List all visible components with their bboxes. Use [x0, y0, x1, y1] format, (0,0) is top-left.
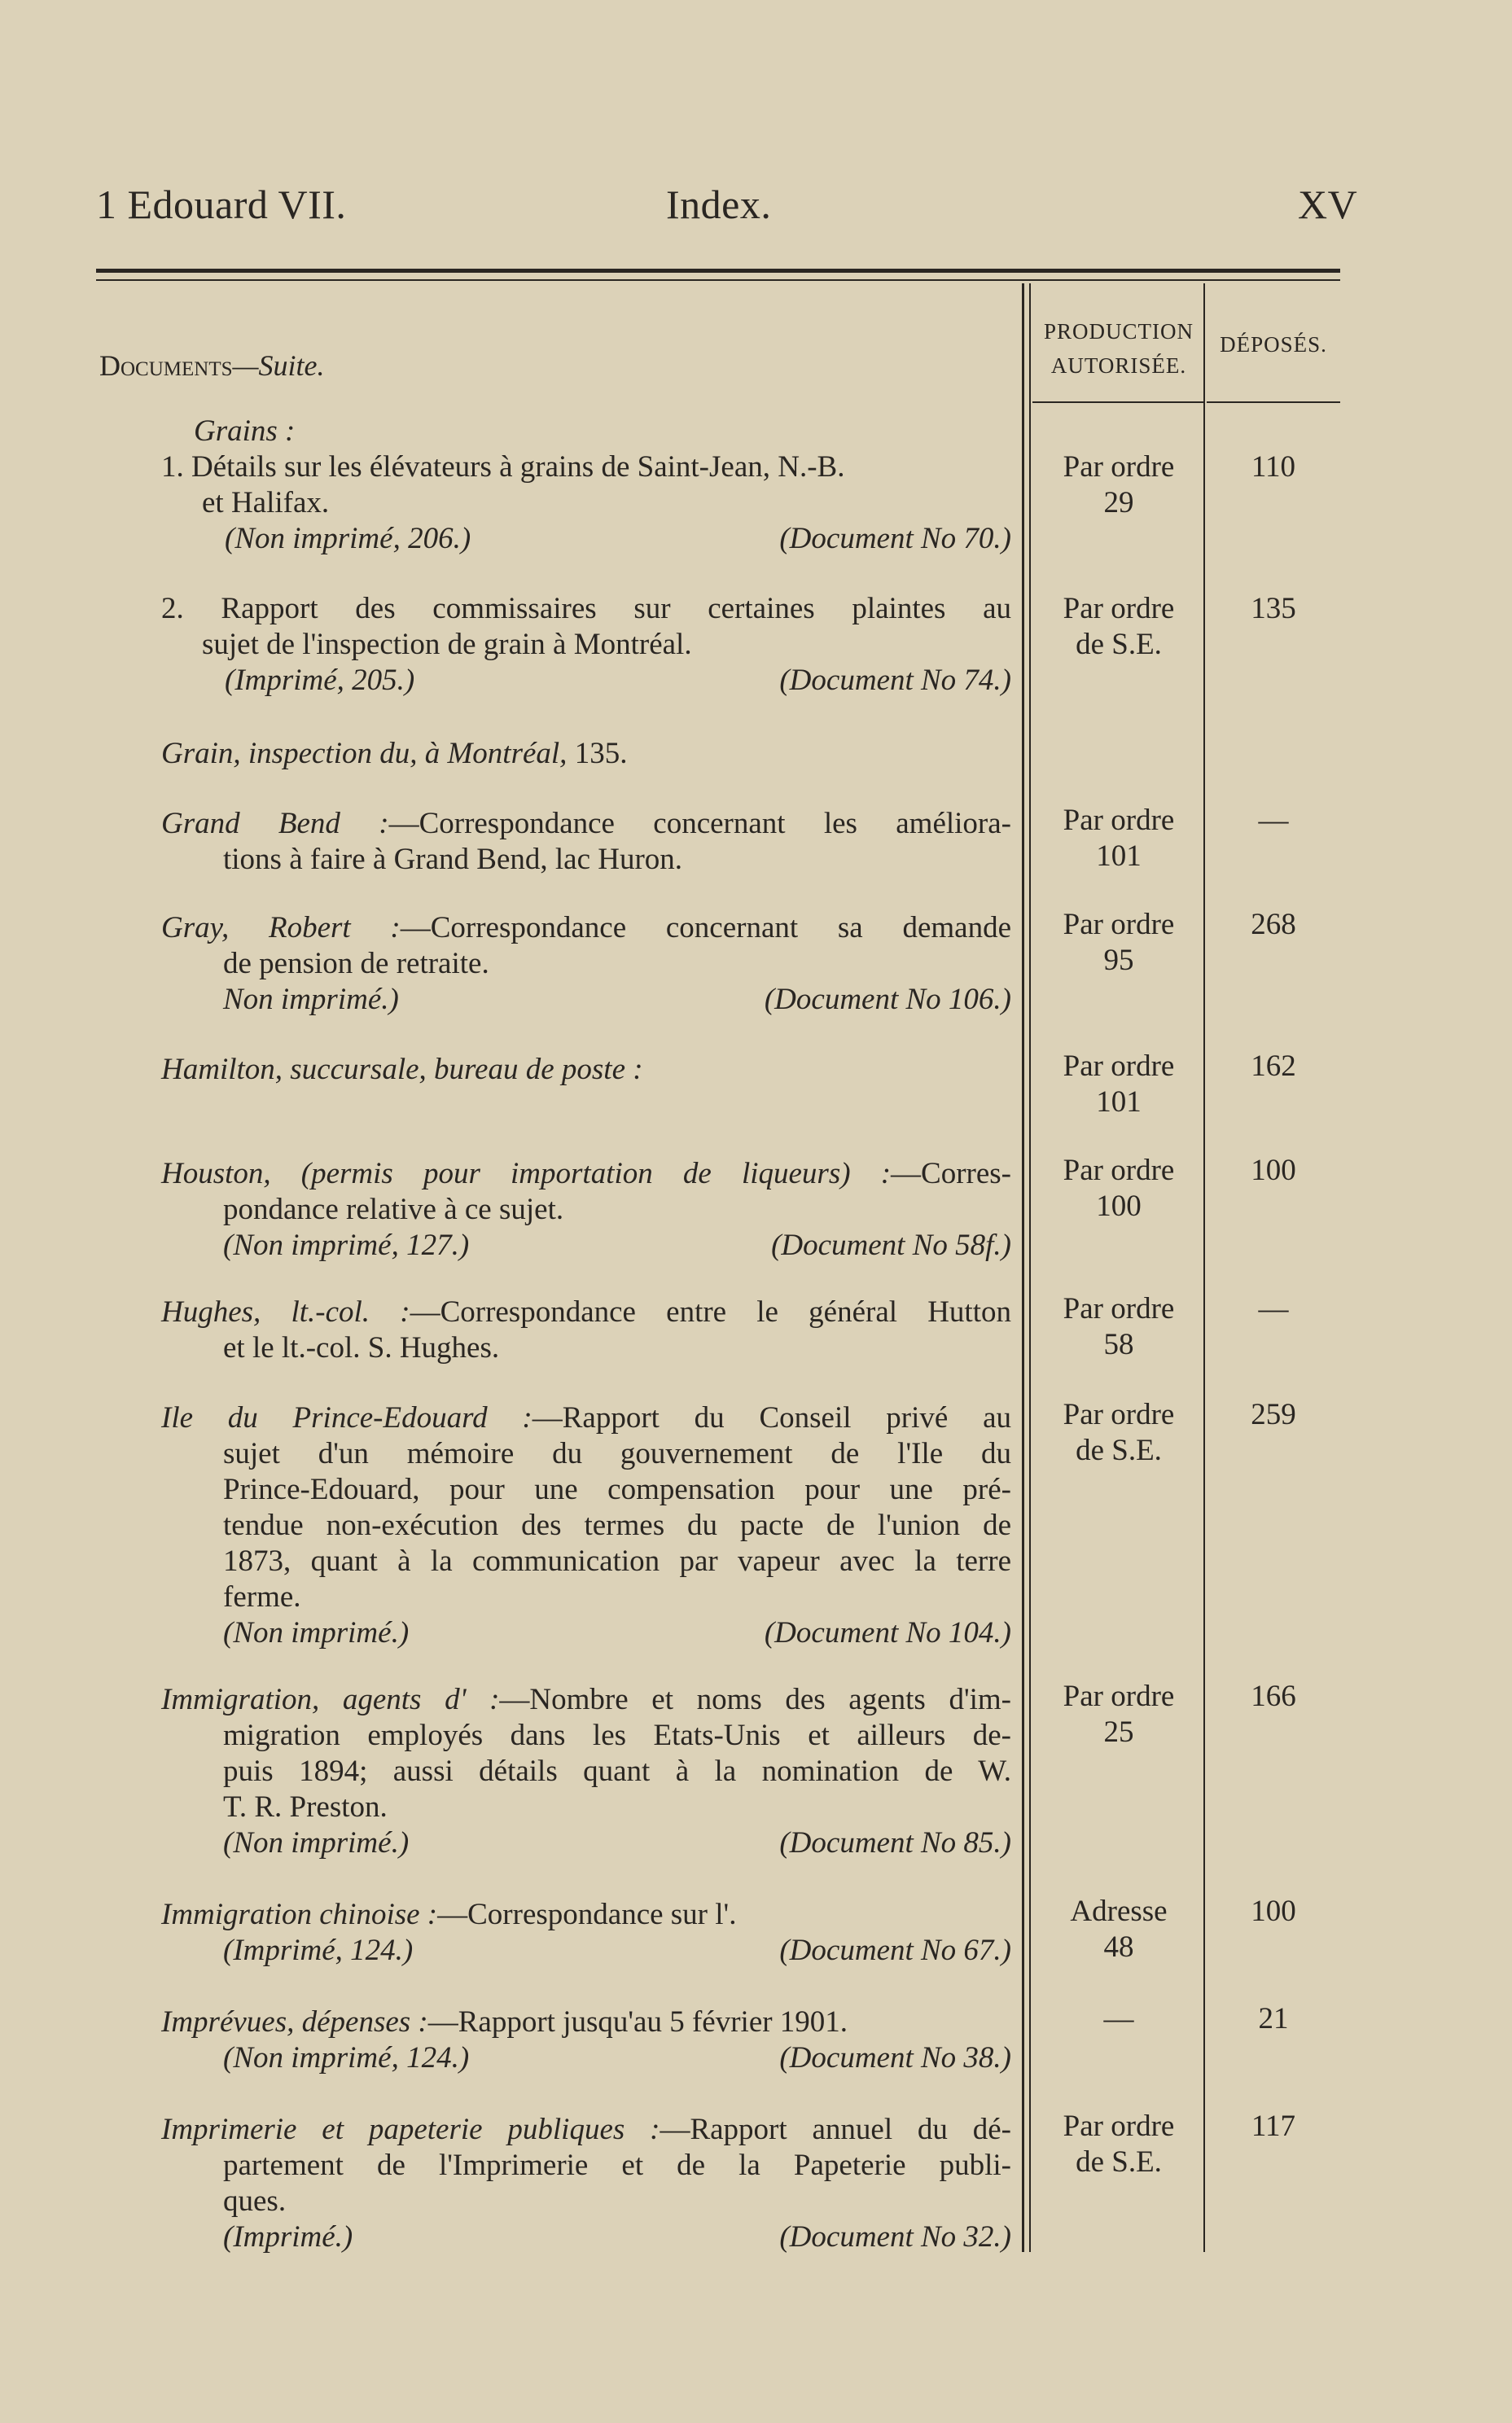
deposes-grand-bend: — [1258, 804, 1289, 837]
entry-text-line: partement de l'Imprimerie et de la Papeterie publi- [223, 2149, 1011, 2182]
entry-document-number: (Document No 38.) [779, 2041, 1011, 2075]
column-heading-production [1032, 314, 1205, 383]
entry-text-line: pondance relative à ce sujet. [223, 1193, 564, 1226]
entry-print-status: (Non imprimé.) [223, 1616, 410, 1650]
running-head-left: 1 Edouard VII. [96, 182, 347, 227]
deposes-houston: 100 [1251, 1154, 1296, 1187]
production-line: 95 [1103, 944, 1134, 977]
entry-document-number: (Document No 74.) [779, 664, 1011, 697]
production-grains-2 [1032, 591, 1205, 663]
entry-text-line: sujet d'un mémoire du gouvernement de l'Ile du [223, 1437, 1011, 1470]
entry-text-line: et Halifax. [202, 486, 330, 519]
production-line: 48 [1103, 1930, 1134, 1964]
documents-label: Documents [99, 349, 233, 382]
production-gray-robert [1032, 907, 1205, 979]
production-line: de S.E. [1076, 1434, 1162, 1467]
deposes-gray-robert: 268 [1251, 908, 1296, 941]
entry-imprevues-depenses [161, 2005, 1011, 2076]
header-underline-deposes [1207, 401, 1340, 403]
production-label-2: AUTORISÉE. [1050, 353, 1187, 378]
deposes-imprevues: 21 [1258, 2002, 1289, 2035]
production-line: Par ordre [1063, 592, 1175, 625]
entry-print-status: (Non imprimé, 127.) [223, 1229, 470, 1262]
production-line: 58 [1103, 1328, 1134, 1361]
header-rule-thin [96, 279, 1340, 281]
entry-text-line: 1873, quant à la communication par vapeur avec la terre [223, 1544, 1011, 1578]
entry-print-status: (Non imprimé, 124.) [223, 2041, 470, 2075]
production-line: Adresse [1070, 1895, 1168, 1928]
production-grand-bend [1032, 803, 1205, 874]
entry-print-status: (Imprimé.) [223, 2220, 353, 2254]
entry-text-line: —Rapport annuel du dé- [660, 2113, 1012, 2146]
entry-gray-robert [161, 910, 1011, 1018]
entry-document-number: (Document No 85.) [779, 1826, 1011, 1860]
entry-print-status: (Non imprimé.) [223, 1826, 410, 1860]
deposes-grains-2: 135 [1251, 592, 1296, 625]
production-hughes [1032, 1291, 1205, 1363]
deposes-hamilton: 162 [1251, 1049, 1296, 1083]
production-line: 101 [1096, 1085, 1142, 1119]
entry-imprimerie-papeterie [161, 2112, 1011, 2255]
entry-document-number: (Document No 32.) [779, 2220, 1011, 2254]
production-label-1: PRODUCTION [1043, 319, 1194, 344]
production-ile [1032, 1397, 1205, 1469]
deposes-imprimerie: 117 [1251, 2110, 1296, 2143]
entry-text-line: —Corres- [891, 1157, 1011, 1190]
production-line: Par ordre [1063, 1398, 1175, 1431]
entry-title: Hamilton, succursale, bureau de poste : [161, 1053, 643, 1086]
entry-title: Imprévues, dépenses : [161, 2005, 428, 2039]
entry-text-line: puis 1894; aussi détails quant à la nomination de W. [223, 1755, 1011, 1788]
entry-houston [161, 1156, 1011, 1264]
entry-print-status: (Non imprimé, 206.) [225, 522, 471, 555]
entry-text-line: de pension de retraite. [223, 947, 489, 980]
entry-print-status: (Imprimé, 205.) [225, 664, 415, 697]
deposes-ile: 259 [1251, 1398, 1296, 1431]
production-line: 25 [1103, 1715, 1134, 1749]
page-number: XV [1298, 182, 1358, 227]
header-rule-thick [96, 269, 1340, 273]
deposes-immigration-agents: 166 [1251, 1680, 1296, 1713]
production-line: Par ordre [1063, 1049, 1175, 1083]
production-houston [1032, 1153, 1205, 1225]
production-line: Par ordre [1063, 804, 1175, 837]
running-head-center: Index. [666, 182, 772, 227]
entry-document-number: (Document No 70.) [779, 522, 1011, 555]
suite-label: —Suite. [232, 349, 325, 382]
entry-immigration-chinoise [161, 1897, 1011, 1969]
entry-grains [161, 414, 1011, 449]
entry-text-line: sujet de l'inspection de grain à Montréal. [202, 628, 692, 661]
deposes-hughes: — [1258, 1292, 1289, 1325]
entry-page-ref: 135. [567, 737, 628, 770]
entry-text-line: Rapport des commissaires sur certaines plaintes au [221, 592, 1012, 625]
production-line: 29 [1103, 486, 1134, 519]
entry-text-line: —Correspondance entre le général Hutton [410, 1295, 1011, 1329]
entry-text-line: —Nombre et noms des agents d'im- [499, 1683, 1011, 1716]
entry-hamilton [161, 1052, 1011, 1088]
column-rule-1b [1029, 283, 1031, 2252]
entry-title: Grain, inspection du, à Montréal, [161, 737, 568, 770]
deposes-immigration-chinoise: 100 [1251, 1895, 1296, 1928]
entry-immigration-agents [161, 1682, 1011, 1861]
entry-title: Gray, Robert : [161, 911, 401, 944]
production-line: — [1103, 2002, 1134, 2035]
production-line: 101 [1096, 839, 1142, 873]
production-line: 100 [1096, 1190, 1142, 1223]
entry-text-line: tions à faire à Grand Bend, lac Huron. [223, 843, 683, 876]
entry-text-line: —Correspondance concernant sa demande [400, 911, 1011, 944]
production-line: Par ordre [1063, 1154, 1175, 1187]
entry-text-line: —Rapport du Conseil privé au [532, 1401, 1011, 1435]
entry-title: Imprimerie et papeterie publiques : [161, 2113, 660, 2146]
deposes-grains-1: 110 [1251, 450, 1296, 484]
production-line: de S.E. [1076, 2145, 1162, 2179]
production-hamilton [1032, 1049, 1205, 1120]
production-grains-1 [1032, 449, 1205, 521]
entry-text-line: Détails sur les élévateurs à grains de Saint-Jean, N.-B. [191, 450, 845, 484]
entry-title: Houston, (permis pour importation de liqueurs) : [161, 1157, 892, 1190]
entry-number: 2. [161, 592, 184, 625]
entry-title: Grand Bend : [161, 807, 389, 840]
entry-number: 1. [161, 450, 184, 484]
column-heading-documents [99, 348, 325, 383]
entry-print-status: (Imprimé, 124.) [223, 1934, 414, 1967]
entry-grains-2 [161, 591, 1011, 699]
entry-text-line: et le lt.-col. S. Hughes. [223, 1331, 500, 1365]
entry-text-line: —Correspondance sur l'. [437, 1898, 737, 1931]
production-line: de S.E. [1076, 628, 1162, 661]
entry-grain-inspection [161, 736, 1011, 772]
entry-document-number: (Document No 58f.) [771, 1229, 1011, 1262]
entry-title: Hughes, lt.-col. : [161, 1295, 410, 1329]
entry-grand-bend [161, 806, 1011, 878]
entry-document-number: (Document No 106.) [764, 983, 1011, 1016]
header-underline-production [1032, 401, 1203, 403]
production-imprimerie [1032, 2109, 1205, 2180]
production-imprevues [1032, 2001, 1205, 2037]
entry-text-line: tendue non-exécution des termes du pacte de l'union de [223, 1509, 1011, 1542]
entry-text-line: ferme. [223, 1580, 301, 1614]
production-immigration-chinoise [1032, 1894, 1205, 1965]
entry-text-line: migration employés dans les Etats-Unis et ailleurs de- [223, 1719, 1011, 1752]
entry-title: Ile du Prince-Edouard : [161, 1401, 532, 1435]
entry-print-status: Non imprimé.) [223, 983, 399, 1016]
production-line: Par ordre [1063, 908, 1175, 941]
column-heading-deposes: DÉPOSÉS. [1220, 332, 1327, 357]
entry-text-line: Prince-Edouard, pour une compensation pour une pré- [223, 1473, 1011, 1506]
entry-document-number: (Document No 67.) [779, 1934, 1011, 1967]
column-rule-1a [1022, 283, 1024, 2252]
entry-text-line: —Correspondance concernant les améliora- [388, 807, 1011, 840]
production-line: Par ordre [1063, 2110, 1175, 2143]
entry-hughes [161, 1295, 1011, 1366]
production-line: Par ordre [1063, 1292, 1175, 1325]
entry-grains-1 [161, 449, 1011, 557]
production-line: Par ordre [1063, 1680, 1175, 1713]
entry-text-line: —Rapport jusqu'au 5 février 1901. [427, 2005, 848, 2039]
entry-title: Immigration chinoise : [161, 1898, 438, 1931]
production-line: Par ordre [1063, 450, 1175, 484]
entry-ile-du-prince-edouard [161, 1400, 1011, 1651]
production-immigration-agents [1032, 1679, 1205, 1750]
entry-text-line: ques. [223, 2184, 287, 2218]
grains-heading: Grains : [194, 414, 296, 448]
entry-document-number: (Document No 104.) [764, 1616, 1011, 1650]
entry-text-line: T. R. Preston. [223, 1790, 388, 1824]
entry-title: Immigration, agents d' : [161, 1683, 500, 1716]
